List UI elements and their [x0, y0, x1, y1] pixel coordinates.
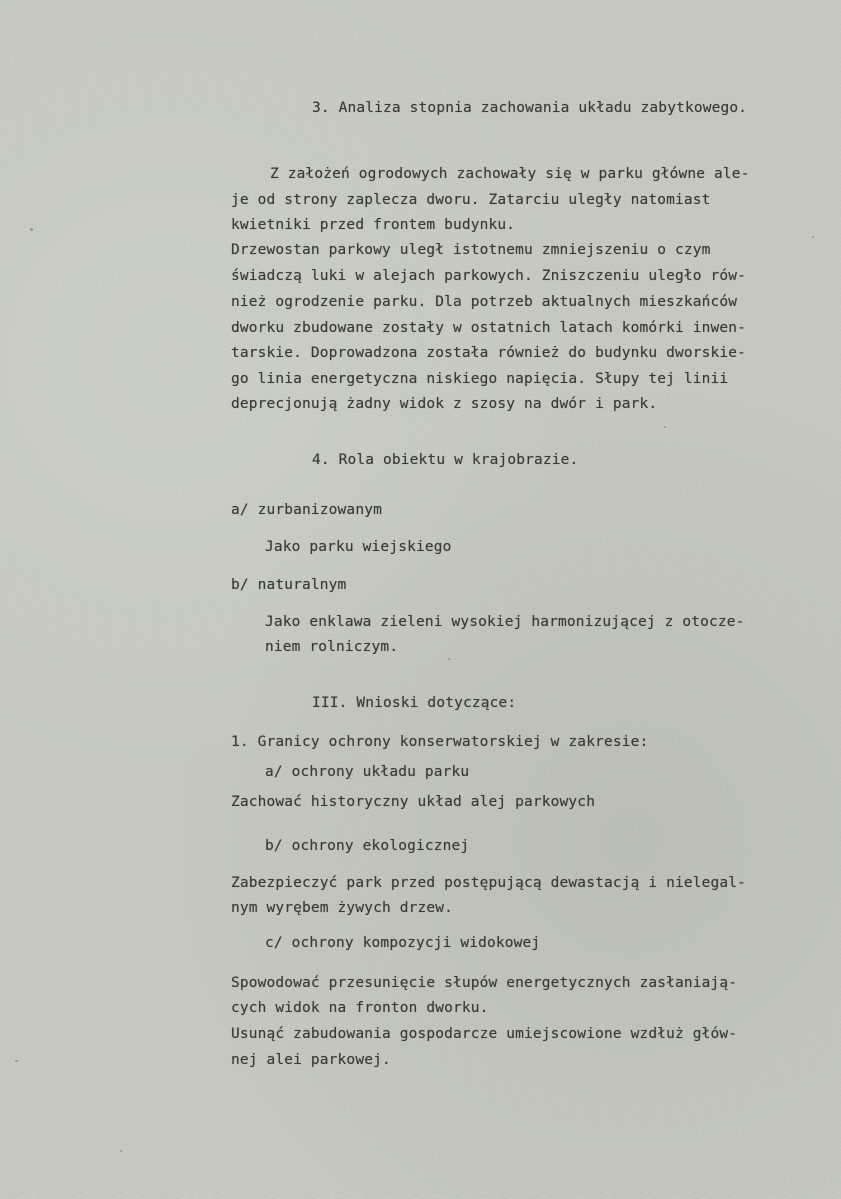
- section-3-line: deprecjonują żadny widok z szosy na dwór i park.: [231, 396, 658, 412]
- section-iii-c-label: c/ ochrony kompozycji widokowej: [265, 935, 541, 951]
- section-iii-c-line: Spowodować przesunięcie słupów energetycznych zasłaniają-: [231, 975, 738, 991]
- section-3-line: Drzewostan parkowy uległ istotnemu zmniejszeniu o czym: [231, 242, 711, 258]
- section-3-line: Z założeń ogrodowych zachowały się w parku główne ale-: [270, 166, 750, 182]
- paper-speck: [448, 658, 450, 660]
- paper-speck: [664, 426, 666, 428]
- section-3-line: je od strony zaplecza dworu. Zatarciu uległy natomiast: [231, 192, 711, 208]
- section-3-heading: 3. Analiza stopnia zachowania układu zabytkowego.: [312, 100, 748, 116]
- section-iii-b-line: Zabezpieczyć park przed postępującą dewastacją i nielegal-: [231, 875, 747, 891]
- section-3-line: go linia energetyczna niskiego napięcia. Słupy tej linii: [231, 371, 729, 387]
- section-4-b-line: Jako enklawa zieleni wysokiej harmonizującej z otocze-: [265, 614, 745, 630]
- section-4-b-line: niem rolniczym.: [265, 639, 399, 655]
- section-3-line: tarskie. Doprowadzona została również do budynku dworskie-: [231, 345, 747, 361]
- paper-speck: [15, 1060, 18, 1062]
- section-3-line: nież ogrodzenie parku. Dla potrzeb aktualnych mieszkańców: [231, 294, 738, 310]
- section-4-heading: 4. Rola obiektu w krajobrazie.: [312, 452, 579, 468]
- section-iii-c-line: nej alei parkowej.: [231, 1052, 391, 1068]
- section-iii-a-label: a/ ochrony układu parku: [265, 764, 470, 780]
- section-iii-a-text: Zachować historyczny układ alej parkowych: [231, 794, 596, 810]
- section-iii-b-label: b/ ochrony ekologicznej: [265, 838, 470, 854]
- section-4-b-label: b/ naturalnym: [231, 577, 347, 593]
- section-4-a-text: Jako parku wiejskiego: [265, 539, 452, 555]
- section-iii-item-1: 1. Granicy ochrony konserwatorskiej w zakresie:: [231, 734, 649, 750]
- paper-speck: [812, 236, 814, 238]
- section-iii-c-line: cych widok na fronton dworku.: [231, 1000, 489, 1016]
- section-3-line: dworku zbudowane zostały w ostatnich latach komórki inwen-: [231, 320, 747, 336]
- section-3-line: kwietniki przed frontem budynku.: [231, 217, 516, 233]
- section-iii-b-line: nym wyrębem żywych drzew.: [231, 900, 453, 916]
- section-3-line: świadczą luki w alejach parkowych. Zniszczeniu uległo rów-: [231, 268, 747, 284]
- section-iii-heading: III. Wnioski dotyczące:: [312, 695, 517, 711]
- section-4-a-label: a/ zurbanizowanym: [231, 502, 382, 518]
- section-iii-c-line: Usunąć zabudowania gospodarcze umiejscowione wzdłuż głów-: [231, 1026, 738, 1042]
- paper-speck: [120, 1150, 122, 1152]
- paper-speck: [30, 228, 33, 231]
